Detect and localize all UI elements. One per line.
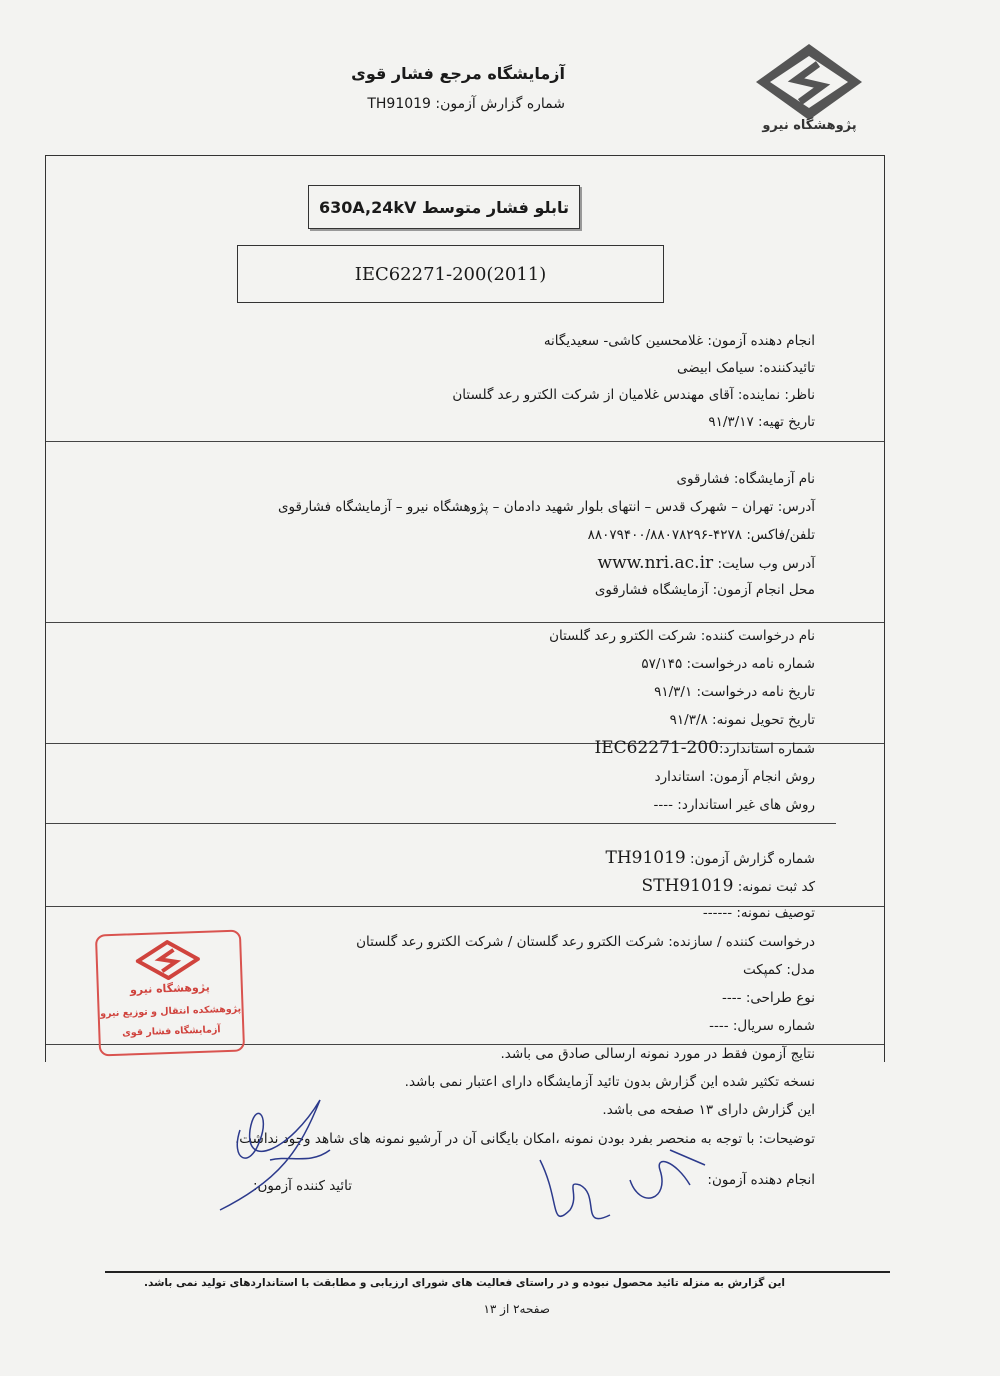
test-location-line: محل انجام آزمون: آزمایشگاه فشارقوی (594, 582, 815, 598)
approver-signature-label: تائید کننده آزمون: (252, 1178, 352, 1194)
product-title-box (308, 185, 580, 229)
report-number-value: TH91019 (605, 848, 686, 868)
model-line: مدل: کمپکت (743, 962, 815, 978)
prepared-date-line: تاریخ تهیه: ۹۱/۳/۱۷ (708, 414, 815, 430)
observer-line: ناظر: نماینده: آقای مهندس غلامیان از شرکت الکترو رعد گلستان (452, 387, 815, 403)
request-number-line: شماره نامه درخواست: ۵۷/۱۴۵ (641, 656, 815, 672)
request-date-line: تاریخ نامه درخواست: ۹۱/۳/۱ (654, 684, 815, 700)
tester-signature-label: انجام دهنده آزمون: (707, 1172, 815, 1188)
approver-line: تائیدکننده: سیامک ابیضی (676, 360, 815, 376)
divider-2 (46, 622, 884, 623)
report-number-header: شماره گزارش آزمون: TH91019 (367, 96, 565, 112)
footer-rule (105, 1271, 890, 1273)
test-method-line: روش انجام آزمون: استاندارد (654, 769, 815, 785)
note-2: نسخه تکثیر شده این گزارش بدون تائید آزمایشگاه دارای اعتبار نمی باشد. (404, 1074, 815, 1090)
maker-line: درخواست کننده / سازنده: شرکت الکترو رعد گلستان / شرکت الکترو رعد گلستان (356, 934, 815, 950)
divider-4 (46, 823, 836, 824)
sample-code-label: کد ثبت نمونه: (737, 879, 815, 895)
lab-name-line: نام آزمایشگاه: فشارقوی (676, 471, 815, 487)
page-number: صفحه۲ از ۱۳ (483, 1302, 550, 1316)
tester-signature (520, 1140, 720, 1240)
stamp-line-3: آزمایشگاه فشار قوی (121, 1024, 221, 1039)
stamp-logo-icon (135, 939, 200, 981)
footer-disclaimer: این گزارش به منزله تائید محصول نبوده و در راستای فعالیت های شورای ارزیابی و مطابقت با استانداردهای تولید نمی باشد. (144, 1277, 785, 1289)
tester-line: انجام دهنده آزمون: غلامحسین کاشی- سعیدیگانه (543, 333, 815, 349)
website-line (598, 553, 815, 573)
standard-number-line (595, 738, 815, 758)
address-line: آدرس: تهران – شهرک قدس – انتهای بلوار شهید دادمان – پژوهشگاه نیرو – آزمایشگاه فشارقوی (277, 499, 815, 515)
standard-title: IEC62271-200(2011) (354, 263, 547, 285)
standard-title-box (237, 245, 664, 303)
report-number-label: شماره گزارش آزمون: (690, 851, 815, 867)
serial-number-line: شماره سریال: ---- (709, 1018, 815, 1034)
phone-line: تلفن/فاکس: ۴۲۷۸-۸۸۰۷۹۴۰۰/۸۸۰۷۸۲۹۶ (587, 527, 815, 543)
stamp-line-2: پژوهشکده انتقال و توزیع نیرو (99, 1003, 242, 1020)
approver-signature (200, 1090, 350, 1230)
official-stamp (95, 929, 245, 1056)
report-number-line (605, 848, 815, 868)
requester-line: نام درخواست کننده: شرکت الکترو رعد گلستان (549, 628, 815, 644)
nonstandard-methods-line: روش های غیر استاندارد: ---- (653, 797, 815, 813)
stamp-line-1: پژوهشگاه نیرو (129, 980, 210, 997)
website-link[interactable]: www.nri.ac.ir (597, 553, 714, 573)
delivery-date-line: تاریخ تحویل نمونه: ۹۱/۳/۸ (669, 712, 815, 728)
note-1: نتایج آزمون فقط در مورد نمونه ارسالی صادق می باشد. (500, 1046, 815, 1062)
note-4: توضیحات: با توجه به منحصر بفرد بودن نمونه ،امکان بایگانی آن در آرشیو نمونه های شاهد وجود نداشت. (234, 1131, 815, 1147)
product-title: تابلو فشار متوسط 630A,24kV (318, 197, 570, 217)
lab-title: آزمایشگاه مرجع فشار قوی (351, 64, 565, 83)
sample-code-line (642, 876, 815, 896)
website-label: آدرس وب سایت: (717, 556, 815, 572)
standard-number-label: شماره استاندارد: (718, 741, 815, 757)
divider-1 (46, 441, 884, 442)
standard-number-value: IEC62271-200 (594, 738, 719, 758)
note-3: این گزارش دارای ۱۳ صفحه می باشد. (602, 1102, 815, 1118)
logo-caption: پژوهشگاه نیرو (762, 118, 857, 133)
sample-code-value: STH91019 (641, 876, 734, 896)
design-type-line: نوع طراحی: ---- (722, 990, 815, 1006)
sample-description-line: توصیف نمونه: ------ (702, 905, 815, 921)
